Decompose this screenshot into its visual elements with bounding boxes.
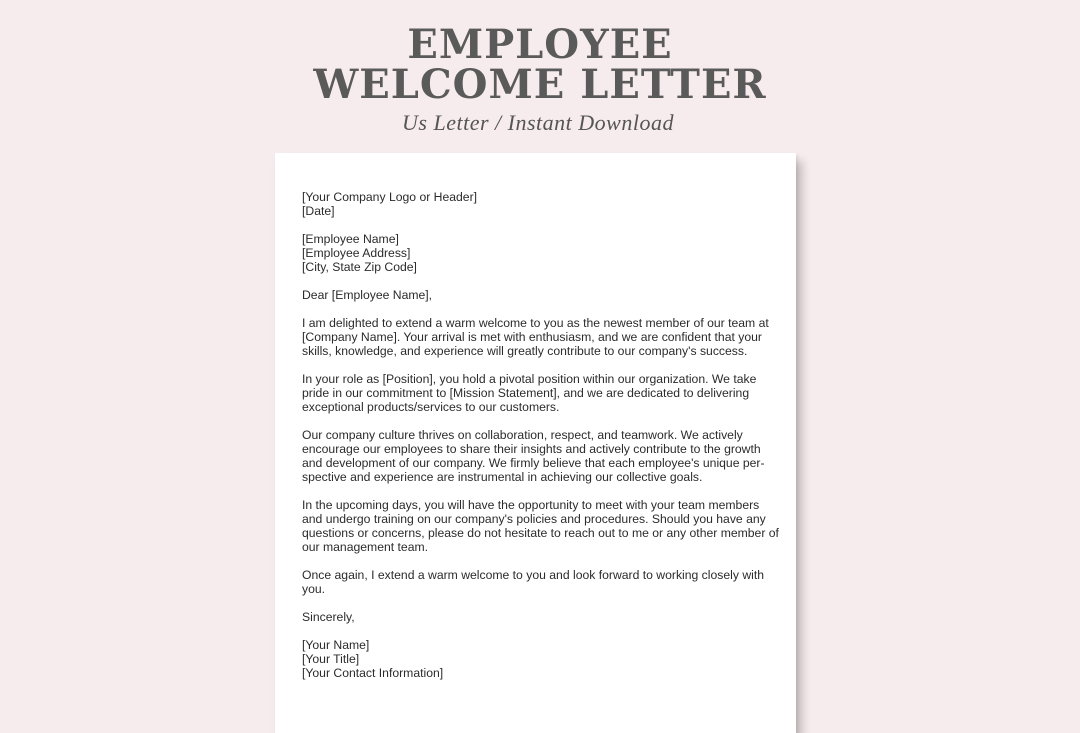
paragraph-line: our management team. <box>302 540 429 554</box>
letter-paper <box>275 153 796 733</box>
paragraph-line: you. <box>302 582 326 596</box>
salutation <box>302 288 782 302</box>
paragraph-upcoming <box>302 498 782 554</box>
paragraph-line: skills, knowledge, and experience will greatly contribute to our company's success. <box>302 344 748 358</box>
signature-name: [Your Name] <box>302 638 370 652</box>
title-line-welcome-letter: WELCOME LETTER <box>313 61 767 108</box>
closing <box>302 610 782 624</box>
letter-date: [Date] <box>302 204 335 218</box>
recipient-city: [City, State Zip Code] <box>302 260 417 274</box>
recipient-block <box>302 232 782 274</box>
paragraph-closing <box>302 568 782 596</box>
paragraph-welcome <box>302 316 782 358</box>
title-line-employee: EMPLOYEE <box>407 21 673 68</box>
paragraph-line: In your role as [Position], you hold a pivotal position within our organization. We take <box>302 372 757 386</box>
paragraph-line: I am delighted to extend a warm welcome to you as the newest member of our team at <box>302 316 769 330</box>
paragraph-line: pride in our commitment to [Mission Statement], and we are dedicated to delivering <box>302 386 750 400</box>
paragraph-line: questions or concerns, please do not hesitate to reach out to me or any other member of <box>302 526 779 540</box>
paragraph-line: Once again, I extend a warm welcome to you and look forward to working closely with <box>302 568 764 582</box>
paragraph-line: exceptional products/services to our customers. <box>302 400 560 414</box>
paragraph-line: and development of our company. We firmly believe that each employee's unique per- <box>302 456 765 470</box>
signature-title: [Your Title] <box>302 652 360 666</box>
paragraph-line: Our company culture thrives on collaboration, respect, and teamwork. We actively <box>302 428 743 442</box>
letter-header-block <box>302 190 782 218</box>
signature-contact: [Your Contact Information] <box>302 666 444 680</box>
letter-body <box>302 190 782 694</box>
company-header: [Your Company Logo or Header] <box>302 190 478 204</box>
signature-block <box>302 638 782 680</box>
recipient-name: [Employee Name] <box>302 232 399 246</box>
closing-text: Sincerely, <box>302 610 355 624</box>
paragraph-line: spective and experience are instrumental in achieving our collective goals. <box>302 470 703 484</box>
subtitle: Us Letter / Instant Download <box>402 110 674 135</box>
recipient-address: [Employee Address] <box>302 246 411 260</box>
paragraph-line: encourage our employees to share their insights and actively contribute to the growth <box>302 442 761 456</box>
paragraph-role <box>302 372 782 414</box>
paragraph-line: In the upcoming days, you will have the opportunity to meet with your team members <box>302 498 760 512</box>
paragraph-culture <box>302 428 782 484</box>
salutation-text: Dear [Employee Name], <box>302 288 433 302</box>
paragraph-line: and undergo training on our company's policies and procedures. Should you have any <box>302 512 766 526</box>
paragraph-line: [Company Name]. Your arrival is met with enthusiasm, and we are confident that your <box>302 330 762 344</box>
